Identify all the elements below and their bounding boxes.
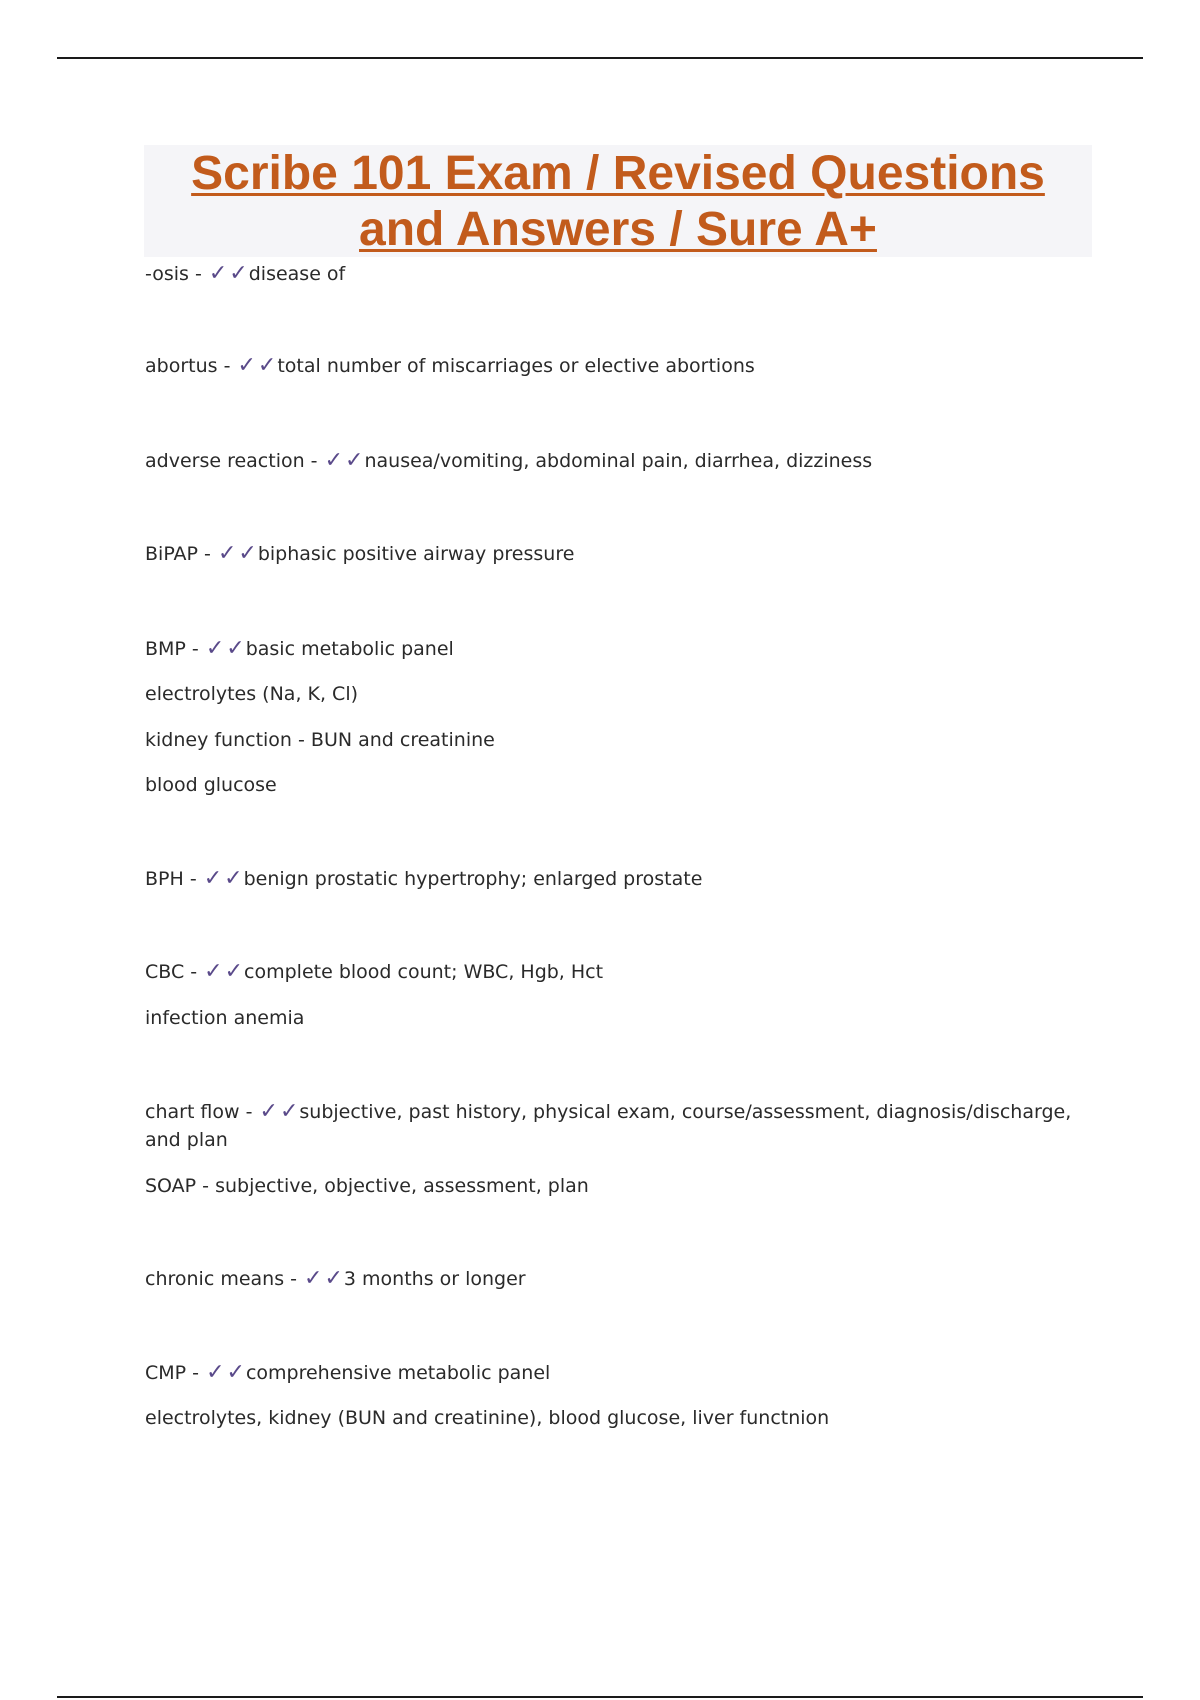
check-icon: ✓ xyxy=(238,541,257,566)
check-icon: ✓ xyxy=(217,541,237,566)
check-icon: ✓ xyxy=(224,959,244,984)
check-icon: ✓ xyxy=(229,261,248,286)
qa-entry xyxy=(145,1265,526,1293)
qa-entry xyxy=(145,540,574,568)
bottom-rule xyxy=(57,1696,1143,1698)
check-icon: ✓ xyxy=(226,636,245,661)
check-icon: ✓ xyxy=(324,448,344,473)
document-title xyxy=(144,145,1092,257)
answer: basic metabolic panel xyxy=(245,638,454,660)
top-rule xyxy=(57,57,1143,59)
check-icon: ✓ xyxy=(257,353,277,378)
answer: benign prostatic hypertrophy; enlarged prostate xyxy=(243,868,703,890)
answer-detail: electrolytes, kidney (BUN and creatinine), blood glucose, liver functnion xyxy=(145,1407,830,1429)
answer-detail: infection anemia xyxy=(145,1007,305,1029)
answer-detail: electrolytes (Na, K, Cl) xyxy=(145,683,359,705)
check-icon: ✓ xyxy=(208,261,228,286)
check-icon: ✓ xyxy=(206,1360,225,1385)
check-icon: ✓ xyxy=(259,1099,278,1124)
answer: subjective, past history, physical exam, course/assessment, diagnosis/discharge, and plan xyxy=(145,1101,1072,1151)
check-icon: ✓ xyxy=(204,959,223,984)
check-icon: ✓ xyxy=(324,1266,343,1291)
qa-entry xyxy=(145,352,755,380)
check-icon: ✓ xyxy=(205,636,225,661)
answer: nausea/vomiting, abdominal pain, diarrhea, dizziness xyxy=(364,450,873,472)
check-icon: ✓ xyxy=(203,866,223,891)
term: adverse reaction - xyxy=(145,450,324,472)
answer-detail: blood glucose xyxy=(145,774,277,796)
term: CMP - xyxy=(145,1362,206,1384)
qa-entry xyxy=(145,260,345,288)
answer: 3 months or longer xyxy=(343,1268,526,1290)
answer-detail: kidney function - BUN and creatinine xyxy=(145,729,495,751)
answer: comprehensive metabolic panel xyxy=(245,1362,551,1384)
answer: disease of xyxy=(248,263,346,285)
check-icon: ✓ xyxy=(304,1266,323,1291)
title-line-2: and Answers / Sure A+ xyxy=(359,203,877,256)
check-icon: ✓ xyxy=(226,1360,245,1385)
qa-entry xyxy=(145,1098,1085,1154)
qa-entry xyxy=(145,958,603,986)
qa-entry xyxy=(145,1359,550,1387)
qa-entry xyxy=(145,447,872,475)
term: chart flow - xyxy=(145,1101,259,1123)
term: BPH - xyxy=(145,868,203,890)
check-icon: ✓ xyxy=(224,866,243,891)
title-line-1: Scribe 101 Exam / Revised Questions xyxy=(191,147,1045,200)
check-icon: ✓ xyxy=(237,353,256,378)
term: BiPAP - xyxy=(145,543,217,565)
check-icon: ✓ xyxy=(279,1099,299,1124)
answer: complete blood count; WBC, Hgb, Hct xyxy=(244,961,604,983)
answer: total number of miscarriages or elective abortions xyxy=(277,355,755,377)
term: abortus - xyxy=(145,355,237,377)
term: CBC - xyxy=(145,961,204,983)
term: BMP - xyxy=(145,638,205,660)
check-icon: ✓ xyxy=(345,448,364,473)
term: -osis - xyxy=(145,263,208,285)
term: chronic means - xyxy=(145,1268,304,1290)
answer: biphasic positive airway pressure xyxy=(257,543,575,565)
qa-entry xyxy=(145,865,702,893)
qa-entry xyxy=(145,635,454,663)
answer-detail: SOAP - subjective, objective, assessment, plan xyxy=(145,1175,589,1197)
